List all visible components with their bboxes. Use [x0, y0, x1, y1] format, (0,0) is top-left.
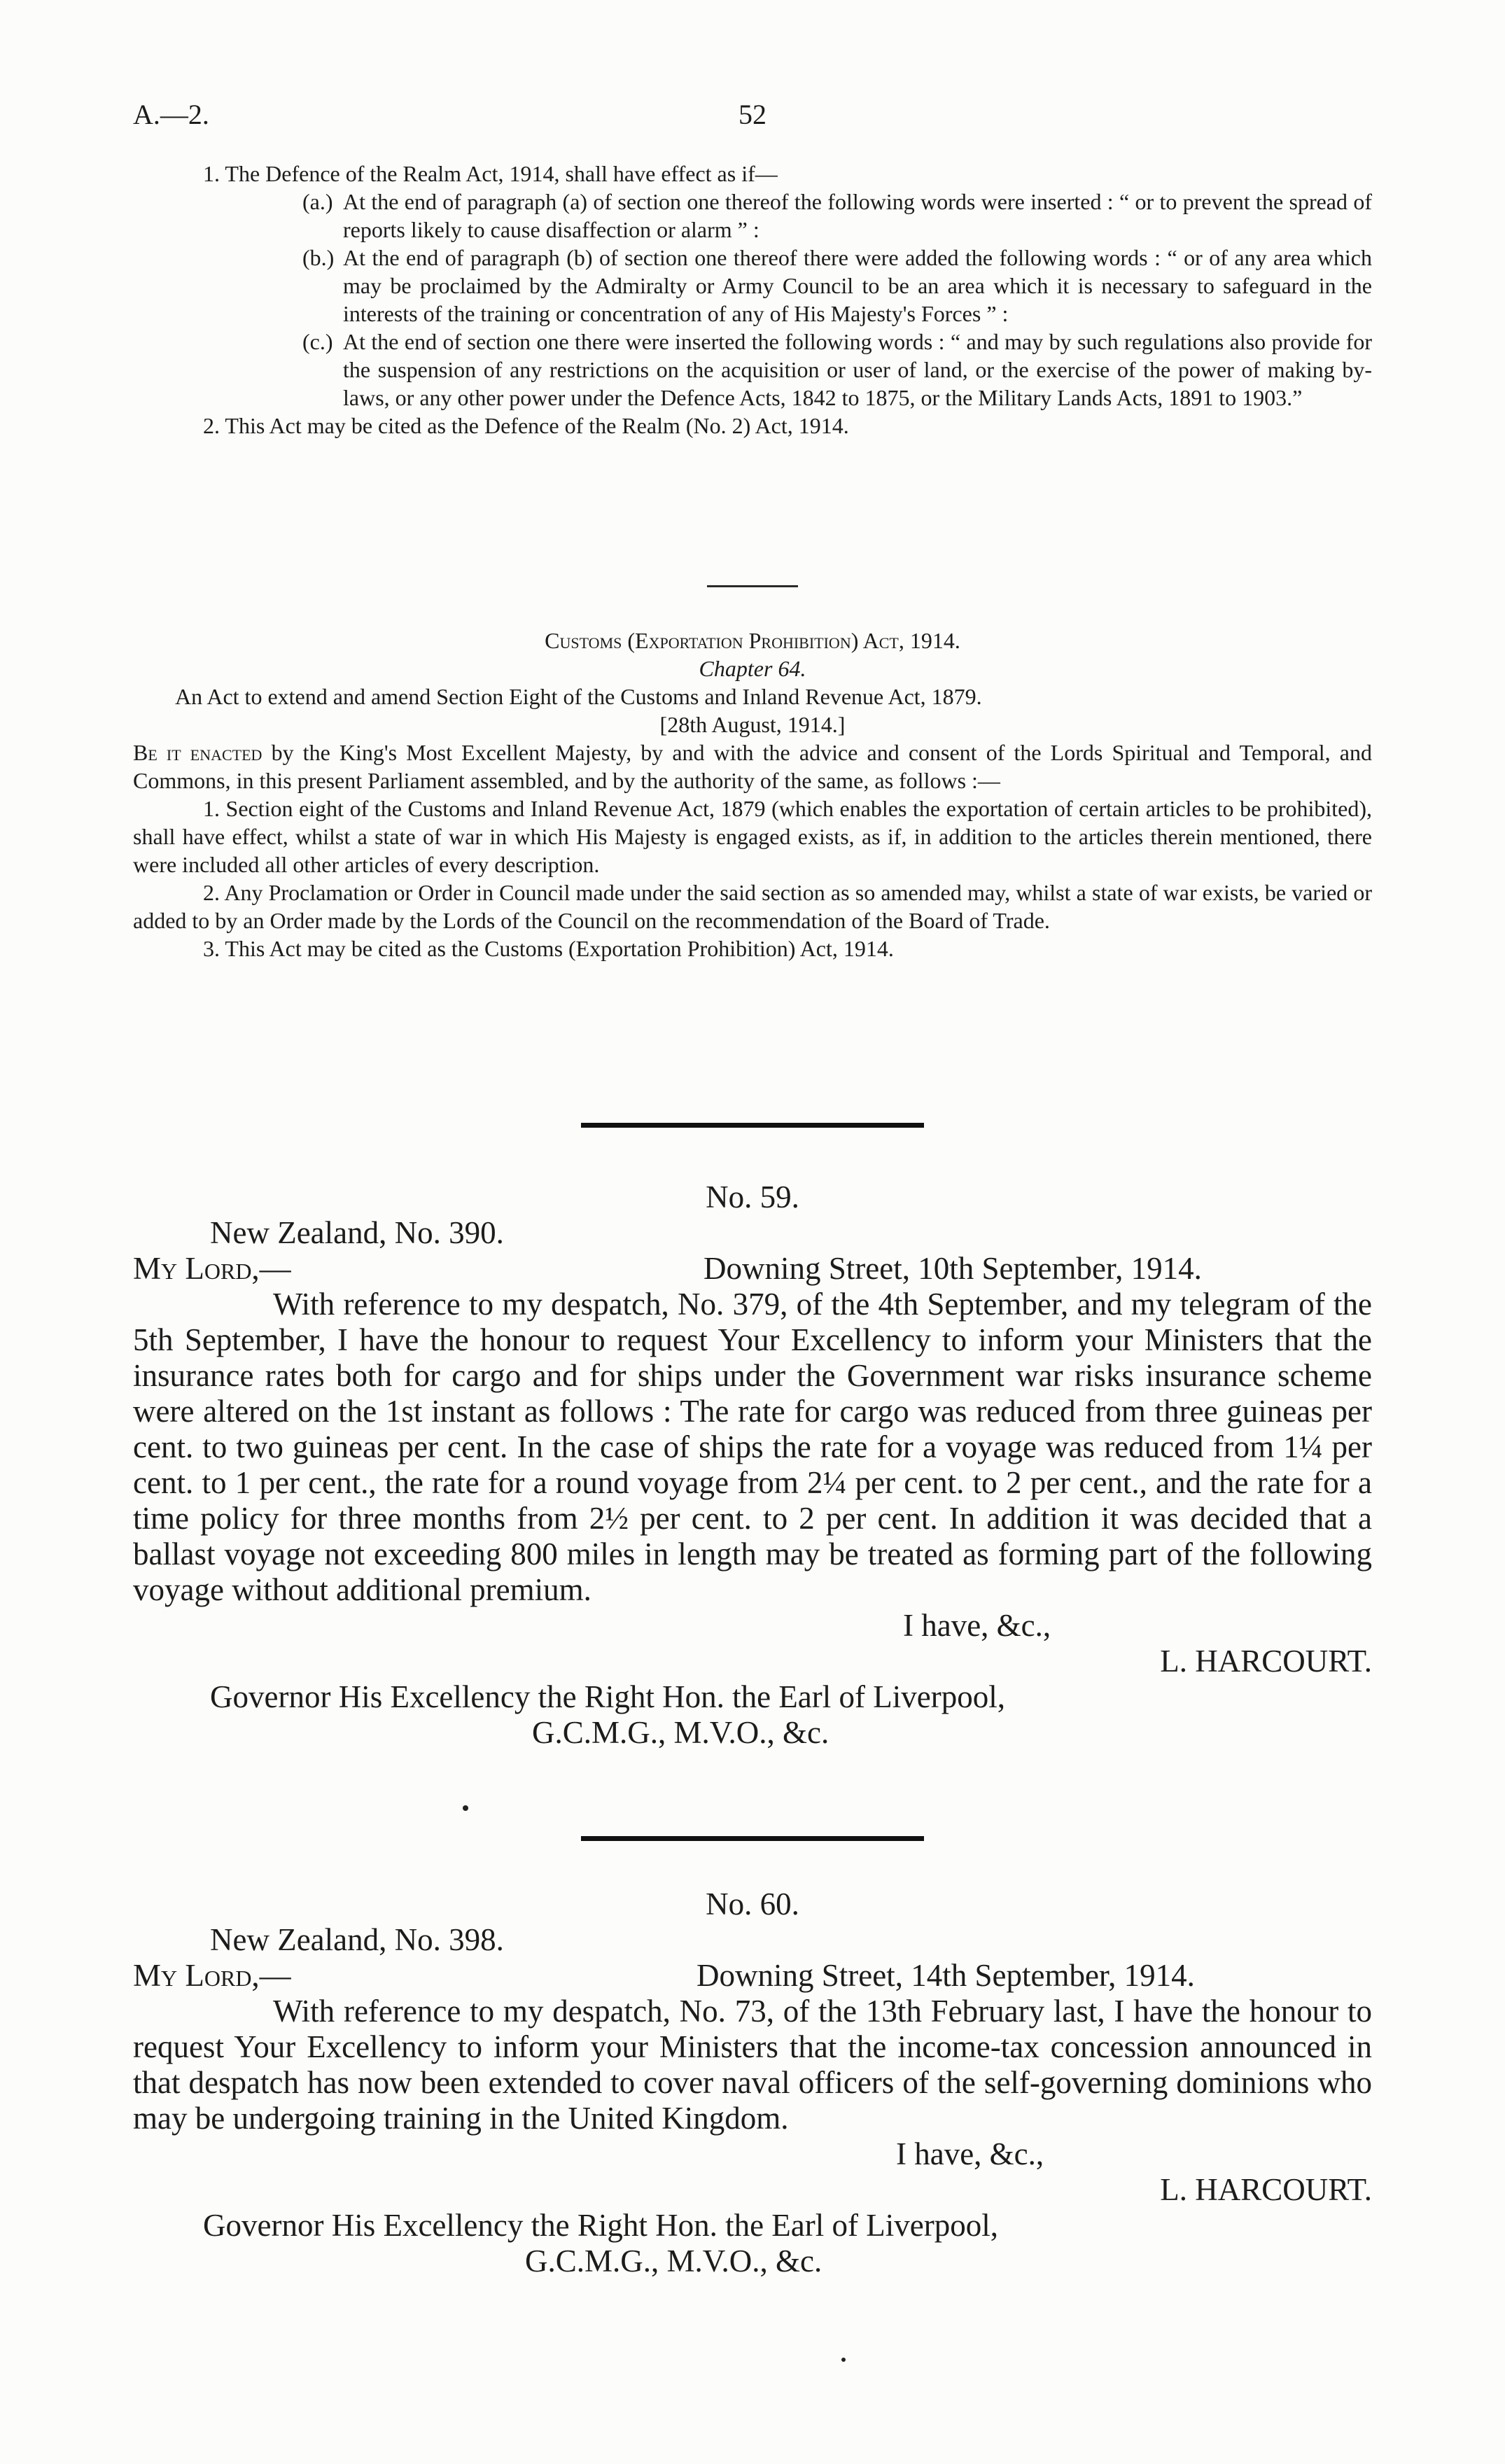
despatch-number: No. 59. [706, 1180, 799, 1214]
place-and-date: Downing Street, 10th September, 1914. [704, 1251, 1202, 1286]
salutation-line [133, 1251, 1372, 1287]
signature: L. HARCOURT. [1160, 1644, 1372, 1679]
despatch-body: With reference to my despatch, No. 379, of the 4th September, and my telegram of the 5th September, I have the honour to request Your Excellency to inform your Ministers that the insurance rates both for cargo and for ships under the Government war risks insurance scheme were altered on the 1st instant as follows : The rate for cargo was reduced from three guineas per cent. to two guineas per cent. In the case of ships the rate for a voyage was reduced from 1¼ per cent. to 1 per cent., the rate for a round voyage from 2¼ per cent. to 2 per cent., and the rate for a time policy for three months from 2½ per cent. to 2 per cent. In addition it was decided that a ballast voyage not exceeding 800 miles in length may be treated as forming part of the following voyage without additional premium. [133, 1287, 1372, 1607]
despatch-body: With reference to my despatch, No. 73, of the 13th February last, I have the honour to request Your Excellency to inform your Ministers that the income-tax concession announced in that despatch has now been extended to cover naval officers of the self-governing dominions who may be undergoing training in the United Kingdom. [133, 1994, 1372, 2136]
ink-spot [841, 2358, 846, 2362]
paper-reference: A.—2. [133, 99, 209, 130]
ink-spot [463, 1805, 468, 1811]
enacting-text: by the King's Most Excellent Majesty, by and with the advice and consent of the Lords Spiritual and Temporal, and Commons, in this present Parliament assembled, and by the authority of the same, as follows :— [133, 740, 1373, 793]
addressee-line-2: G.C.M.G., M.V.O., &c. [532, 1715, 830, 1750]
customs-act-long-title: An Act to extend and amend Section Eight of the Customs and Inland Revenue Act, 1879. [175, 684, 982, 709]
despatch-59 [133, 1180, 1372, 1751]
defence-act-section [133, 160, 1372, 440]
despatch-number: No. 60. [706, 1886, 799, 1921]
defence-act-clause-2: 2. This Act may be cited as the Defence of the Realm (No. 2) Act, 1914. [203, 413, 849, 438]
item-label: (b.) [302, 245, 335, 270]
section-divider-thick [581, 1123, 924, 1128]
item-label: (c.) [302, 329, 333, 354]
signature-line [133, 1644, 1372, 1679]
defence-act-item-c [302, 328, 1372, 412]
despatch-reference: New Zealand, No. 390. [210, 1215, 504, 1250]
customs-act-clause-3: 3. This Act may be cited as the Customs (Exportation Prohibition) Act, 1914. [203, 936, 894, 961]
page-header [133, 98, 1372, 140]
salutation: My Lord,— [133, 1251, 291, 1286]
page-number: 52 [738, 99, 766, 130]
despatch-60 [133, 1886, 1372, 2279]
customs-act-clause-2: 2. Any Proclamation or Order in Council made under the said section as so amended may, whilst a state of war exists, be varied or added to by an Order made by the Lords of the Council on the recommendation of the Board of Trade. [133, 880, 1372, 933]
addressee-line-1: Governor His Excellency the Right Hon. the Earl of Liverpool, [210, 1679, 1005, 1714]
defence-act-clause-1: 1. The Defence of the Realm Act, 1914, shall have effect as if— [203, 161, 778, 186]
place-and-date: Downing Street, 14th September, 1914. [696, 1958, 1195, 1993]
section-divider [707, 585, 798, 587]
customs-act-date: [28th August, 1914.] [659, 712, 846, 737]
item-text: At the end of paragraph (b) of section one thereof there were added the following words : “ or of any area which may be proclaimed by the Admiralty or Army Council to be an area which it is necessary to safeguard in the interests of the training or concentration of any of His Majesty's Forces ” : [343, 245, 1372, 326]
salutation: My Lord,— [133, 1958, 291, 1993]
addressee-line-1: Governor His Excellency the Right Hon. the Earl of Liverpool, [203, 2208, 998, 2243]
customs-act-title: Customs (Exportation Prohibition) Act, 1914. [545, 628, 960, 653]
closing: I have, &c., [903, 1608, 1051, 1643]
closing: I have, &c., [896, 2136, 1044, 2171]
customs-act-chapter: Chapter 64. [699, 656, 806, 681]
enacting-lead: Be it enacted [133, 740, 262, 765]
salutation-line [133, 1958, 1372, 1994]
section-divider-thick [581, 1836, 924, 1841]
signature-line [133, 2172, 1372, 2208]
addressee-line-2: G.C.M.G., M.V.O., &c. [525, 2244, 822, 2278]
despatch-reference: New Zealand, No. 398. [210, 1922, 504, 1957]
item-text: At the end of section one there were inserted the following words : “ and may by such regulations also provide for the suspension of any restrictions on the acquisition or user of land, or the exercise of the power of making by-laws, or any other power under the Defence Acts, 1842 to 1875, or the Military Lands Acts, 1891 to 1903.” [343, 329, 1372, 410]
customs-act-section [133, 626, 1372, 962]
defence-act-item-b [302, 244, 1372, 328]
signature: L. HARCOURT. [1160, 2172, 1372, 2207]
item-text: At the end of paragraph (a) of section one thereof the following words were inserted : “ or to prevent the spread of reports likely to cause disaffection or alarm ” : [343, 189, 1372, 242]
customs-act-enacting-clause [133, 738, 1372, 794]
customs-act-clause-1: 1. Section eight of the Customs and Inland Revenue Act, 1879 (which enables the exportation of certain articles to be prohibited), shall have effect, whilst a state of war in which His Majesty is engaged exists, as if, in addition to the articles therein mentioned, there were included all other articles of every description. [133, 796, 1372, 877]
item-label: (a.) [302, 189, 333, 214]
defence-act-item-a [302, 188, 1372, 244]
closing-line [133, 2136, 1372, 2172]
closing-line [133, 1608, 1372, 1644]
